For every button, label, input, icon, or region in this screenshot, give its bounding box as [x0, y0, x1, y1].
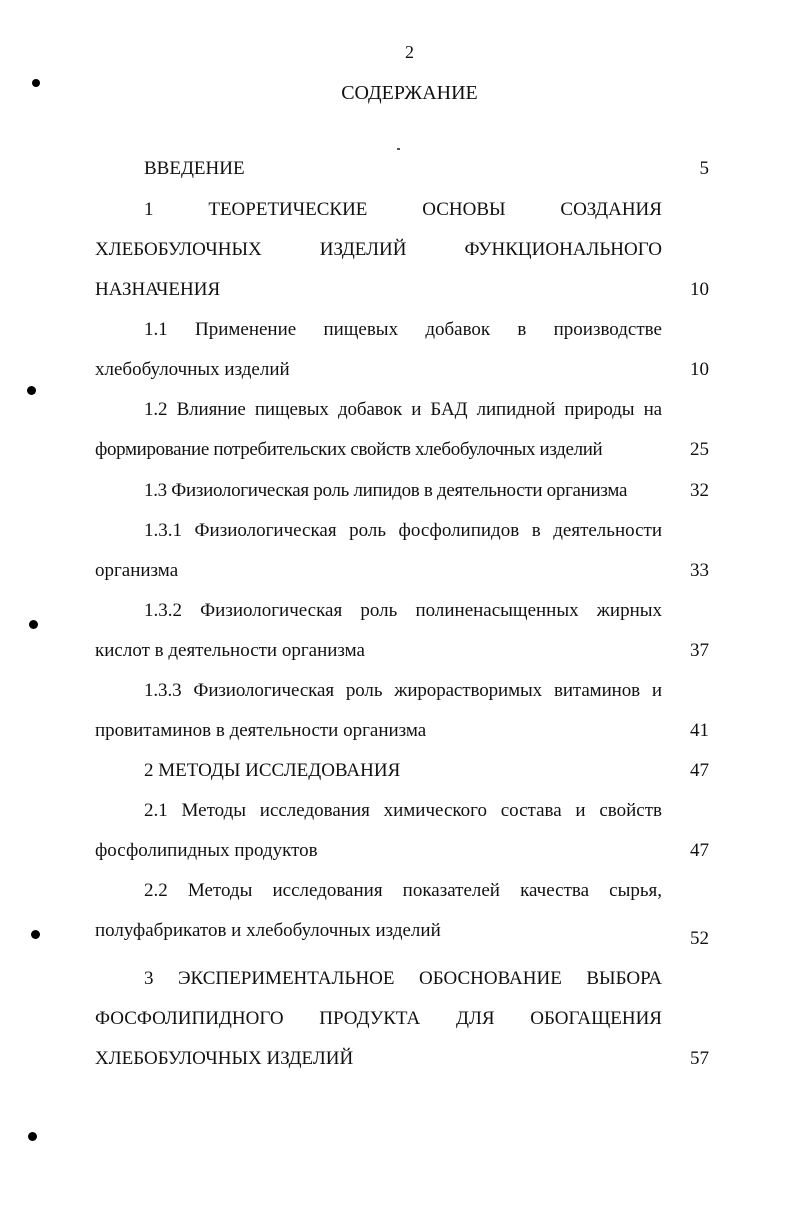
toc-word: ЭКСПЕРИМЕНТАЛЬНОЕ	[178, 968, 395, 989]
toc-word: ПРОДУКТА	[319, 1008, 421, 1029]
toc-s1-3-1-line1: 1.3.1 Физиологическая роль фосфолипидов в деятельности	[144, 520, 662, 541]
toc-word: 1.1	[144, 319, 168, 340]
scan-speck	[397, 148, 400, 150]
toc-intro-page: 5	[699, 158, 709, 179]
toc-ch1-page: 10	[690, 279, 709, 300]
binder-hole-mark	[28, 1132, 37, 1141]
toc-ch1-line3: НАЗНАЧЕНИЯ	[95, 279, 221, 300]
toc-word: производстве	[553, 319, 662, 340]
toc-word: ФОСФОЛИПИДНОГО	[95, 1008, 284, 1029]
toc-word: добавок	[425, 319, 491, 340]
toc-s1-3-title: 1.3 Физиологическая роль липидов в деятельности организма	[144, 480, 628, 501]
toc-s1-1-line1	[144, 317, 662, 343]
binder-hole-mark	[31, 930, 40, 939]
toc-ch3-page: 57	[690, 1048, 709, 1069]
toc-s1-2-page: 25	[690, 439, 709, 460]
toc-ch3-line2	[95, 1006, 662, 1032]
toc-word: ДЛЯ	[455, 1008, 495, 1029]
toc-word: ХЛЕБОБУЛОЧНЫХ	[95, 239, 262, 260]
toc-word: СОЗДАНИЯ	[560, 199, 662, 220]
toc-word: ФУНКЦИОНАЛЬНОГО	[464, 239, 662, 260]
toc-s1-2-line2: формирование потребительских свойств хлебобулочных изделий	[95, 439, 603, 460]
page-title: СОДЕРЖАНИЕ	[341, 82, 478, 104]
toc-word: ТЕОРЕТИЧЕСКИЕ	[208, 199, 368, 220]
toc-s2-2-page: 52	[690, 928, 709, 949]
toc-word: ОБОГАЩЕНИЯ	[530, 1008, 662, 1029]
toc-word: ВЫБОРА	[586, 968, 662, 989]
toc-ch2-page: 47	[690, 760, 709, 781]
toc-word: ОБОСНОВАНИЕ	[419, 968, 562, 989]
toc-word: 1	[144, 199, 154, 220]
toc-word: ИЗДЕЛИЙ	[319, 239, 407, 260]
toc-intro-title: ВВЕДЕНИЕ	[144, 158, 245, 179]
toc-s2-1-line2: фосфолипидных продуктов	[95, 840, 318, 861]
toc-s1-3-3-page: 41	[690, 720, 709, 741]
toc-s1-3-1-page: 33	[690, 560, 709, 581]
toc-s2-1-page: 47	[690, 840, 709, 861]
toc-word: Применение	[194, 319, 297, 340]
toc-ch2-title: 2 МЕТОДЫ ИССЛЕДОВАНИЯ	[144, 760, 401, 781]
toc-s1-1-line2: хлебобулочных изделий	[95, 359, 290, 380]
toc-word: в	[517, 319, 527, 340]
toc-word: пищевых	[323, 319, 399, 340]
toc-word: 3	[144, 968, 154, 989]
toc-s1-3-3-line1: 1.3.3 Физиологическая роль жирорастворимых витаминов и	[144, 680, 662, 701]
toc-ch1-line1	[144, 197, 662, 223]
toc-ch3-line3: ХЛЕБОБУЛОЧНЫХ ИЗДЕЛИЙ	[95, 1048, 354, 1069]
toc-s2-2-line2: полуфабрикатов и хлебобулочных изделий	[95, 920, 441, 941]
toc-s1-3-page: 32	[690, 480, 709, 501]
page-number: 2	[405, 42, 414, 62]
toc-s1-2-line1: 1.2 Влияние пищевых добавок и БАД липидной природы на	[144, 399, 662, 420]
toc-s2-1-line1: 2.1 Методы исследования химического состава и свойств	[144, 800, 662, 821]
toc-s1-3-2-line1: 1.3.2 Физиологическая роль полиненасыщенных жирных	[144, 600, 662, 621]
toc-s1-3-2-line2: кислот в деятельности организма	[95, 640, 365, 661]
binder-hole-mark	[29, 620, 38, 629]
toc-s1-3-3-line2: провитаминов в деятельности организма	[95, 720, 427, 741]
toc-s2-2-line1: 2.2 Методы исследования показателей качества сырья,	[144, 880, 662, 901]
toc-s1-1-page: 10	[690, 359, 709, 380]
binder-hole-mark	[32, 79, 40, 87]
toc-s1-3-1-line2: организма	[95, 560, 179, 581]
toc-ch3-line1	[144, 966, 662, 992]
toc-s1-3-2-page: 37	[690, 640, 709, 661]
toc-ch1-line2	[95, 237, 662, 263]
toc-word: ОСНОВЫ	[422, 199, 506, 220]
binder-hole-mark	[27, 386, 36, 395]
